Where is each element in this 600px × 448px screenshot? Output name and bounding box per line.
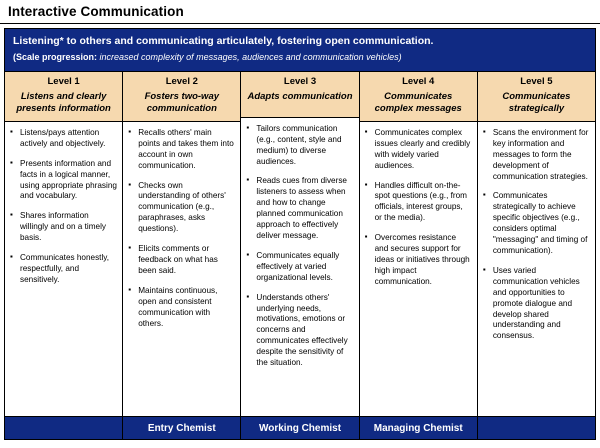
level-number-5: Level 5 xyxy=(520,75,553,87)
list-item: ▪ Reads cues from diverse listeners to assess when and how to change planned communication approach to effectively deliver message. xyxy=(256,176,353,241)
level-body-2 xyxy=(123,122,240,416)
level-descriptor-4: Communicates complex messages xyxy=(374,91,462,115)
level-column-2 xyxy=(123,72,241,416)
list-item: ▪ Maintains continuous, open and consistent communication with others. xyxy=(138,286,235,330)
level-column-1 xyxy=(5,72,123,416)
level-header-2 xyxy=(123,72,240,122)
competency-definition: Listening* to others and communicating articulately, fostering open communication. xyxy=(13,35,434,47)
list-item: ▪ Recalls others' main points and takes them into account in own communication. xyxy=(138,128,235,172)
level-body-3 xyxy=(241,118,358,416)
level-number-3: Level 3 xyxy=(283,75,317,87)
level-column-4 xyxy=(360,72,478,416)
level-number-4: Level 4 xyxy=(402,75,435,87)
list-item: ▪ Uses varied communication vehicles and opportunities to promote dialogue and develop shared understanding and consensus. xyxy=(493,266,590,342)
levels-grid xyxy=(5,72,595,416)
scale-progression-label: (Scale progression: xyxy=(13,52,98,63)
list-item: ▪ Presents information and facts in a logical manner, using appropriate phrasing and vocabulary. xyxy=(20,159,117,203)
level-descriptor-3: Adapts communication xyxy=(247,91,353,103)
scale-progression-text: increased complexity of messages, audiences and communication vehicles) xyxy=(97,52,402,63)
role-cell-1 xyxy=(5,417,123,439)
list-item: ▪ Communicates strategically to achieve specific objectives (e.g., considers optimal "messaging" and timing of communication). xyxy=(493,191,590,256)
list-item: ▪ Tailors communication (e.g., content, style and medium) to diverse audiences. xyxy=(256,124,353,168)
title-divider xyxy=(0,23,600,24)
level-number-2: Level 2 xyxy=(165,75,198,87)
level-bullets-4 xyxy=(364,128,472,288)
level-body-5 xyxy=(478,122,595,416)
level-descriptor-1: Listens and clearly presents information xyxy=(16,91,111,115)
level-bullets-3 xyxy=(245,124,353,369)
list-item: ▪ Communicates complex issues clearly and credibly with widely varied audiences. xyxy=(375,128,472,172)
level-descriptor-2: Fosters two-way communication xyxy=(144,91,220,115)
level-bullets-1 xyxy=(9,128,117,286)
role-cell-entry-chemist: Entry Chemist xyxy=(123,417,241,439)
level-number-1: Level 1 xyxy=(47,75,80,87)
level-header-5 xyxy=(478,72,595,122)
role-cell-working-chemist: Working Chemist xyxy=(241,417,359,439)
level-body-1 xyxy=(5,122,122,416)
list-item: ▪ Shares information willingly and on a timely basis. xyxy=(20,211,117,244)
list-item: ▪ Understands others' underlying needs, motivations, emotions or concerns and communicates effectively despite the sensitivity of the situation. xyxy=(256,293,353,369)
level-column-5 xyxy=(478,72,595,416)
role-cell-managing-chemist: Managing Chemist xyxy=(360,417,478,439)
list-item: ▪ Overcomes resistance and secures support for ideas or initiatives through high impact communication. xyxy=(375,233,472,288)
level-column-3 xyxy=(241,72,359,416)
level-descriptor-5: Communicates strategically xyxy=(502,91,571,115)
level-body-4 xyxy=(360,122,477,416)
list-item: ▪ Communicates honestly, respectfully, and sensitively. xyxy=(20,253,117,286)
level-header-3 xyxy=(241,72,358,118)
level-header-4 xyxy=(360,72,477,122)
competency-matrix xyxy=(4,28,596,440)
competency-banner xyxy=(5,29,595,72)
page-title: Interactive Communication xyxy=(8,4,184,19)
scale-progression xyxy=(13,52,587,64)
list-item: ▪ Listens/pays attention actively and objectively. xyxy=(20,128,117,150)
level-bullets-2 xyxy=(127,128,235,330)
list-item: ▪ Communicates equally effectively at varied organizational levels. xyxy=(256,251,353,284)
role-footer xyxy=(5,416,595,439)
level-header-1 xyxy=(5,72,122,122)
list-item: ▪ Elicits comments or feedback on what has been said. xyxy=(138,244,235,277)
list-item: ▪ Checks own understanding of others' communication (e.g., paraphrases, asks questions). xyxy=(138,181,235,236)
role-cell-5 xyxy=(478,417,595,439)
level-bullets-5 xyxy=(482,128,590,342)
list-item: ▪ Scans the environment for key information and messages to form the development of communication strategies. xyxy=(493,128,590,183)
list-item: ▪ Handles difficult on-the-spot questions (e.g., from officials, interest groups, or the media). xyxy=(375,181,472,225)
